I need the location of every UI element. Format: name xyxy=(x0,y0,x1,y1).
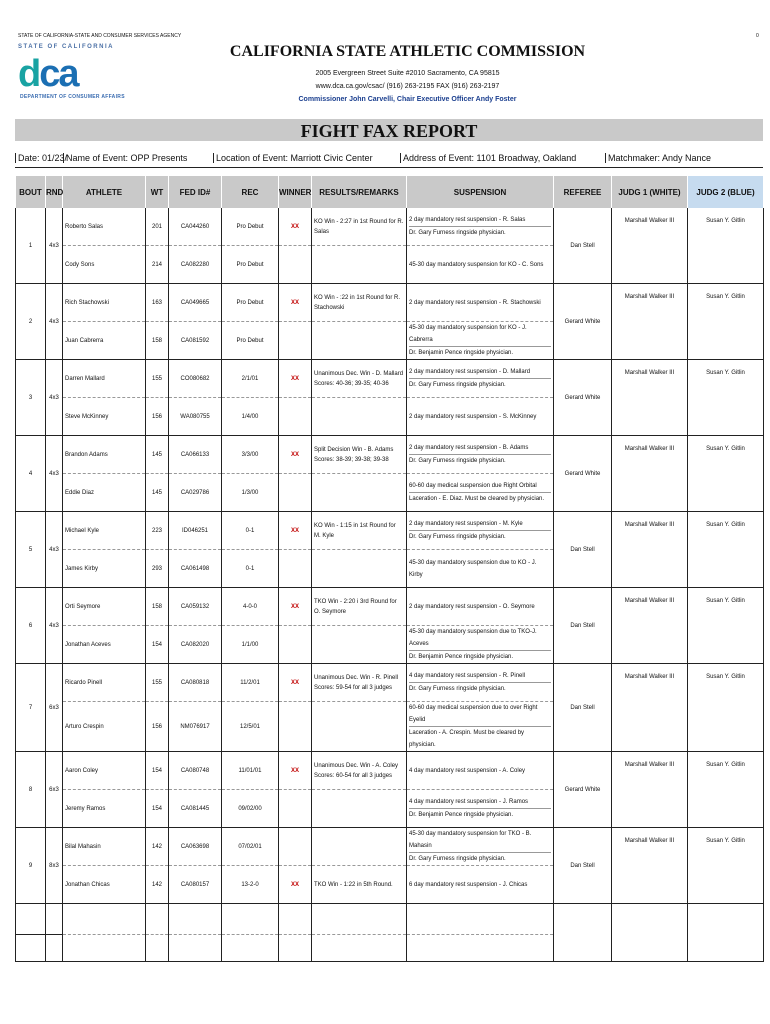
table-row xyxy=(16,208,764,246)
col-bout: BOUT xyxy=(16,176,46,208)
referee-name: Gerard White xyxy=(554,436,612,512)
referee-name: Gerard White xyxy=(554,360,612,436)
judge2-name: Susan Y. Gitlin xyxy=(688,360,764,436)
commission-title: CALIFORNIA STATE ATHLETIC COMMISSION xyxy=(229,43,586,60)
athlete-name: Steve McKinney xyxy=(63,398,146,436)
fed-id: CA063698 xyxy=(169,828,222,866)
suspension-line: 2 day mandatory rest suspension - D. Mallard xyxy=(409,366,551,379)
blank-row xyxy=(16,904,764,935)
table-row xyxy=(16,828,764,866)
col-judge1: JUDG 1 (WHITE) xyxy=(612,176,688,208)
table-row xyxy=(16,752,764,790)
logo-dca-ca: ca xyxy=(39,53,78,95)
suspension-cell xyxy=(407,436,554,474)
winner-mark: XX xyxy=(279,284,312,322)
referee-name: Dan Stell xyxy=(554,664,612,752)
col-results: RESULTS/REMARKS xyxy=(312,176,407,208)
rounds: 4x3 xyxy=(46,588,63,664)
fed-id: CA080818 xyxy=(169,664,222,702)
winner-mark: XX xyxy=(279,752,312,790)
suspension-cell xyxy=(407,208,554,246)
athlete-weight: 214 xyxy=(146,246,169,284)
result-remarks: KO Win - 1:15 in 1st Round for M. Kyle xyxy=(312,512,407,550)
record: 1/4/00 xyxy=(222,398,279,436)
suspension-line: 45-30 day mandatory suspension for KO - J. Cabrerra xyxy=(409,322,551,347)
athlete-weight: 154 xyxy=(146,626,169,664)
record: 11/01/01 xyxy=(222,752,279,790)
fed-id: NM076917 xyxy=(169,702,222,752)
winner-mark xyxy=(279,398,312,436)
address-block xyxy=(0,67,770,106)
record: 3/3/00 xyxy=(222,436,279,474)
record: 13-2-0 xyxy=(222,866,279,904)
referee-name: Dan Stell xyxy=(554,588,612,664)
athlete-name: Darren Mallard xyxy=(63,360,146,398)
winner-mark xyxy=(279,246,312,284)
athlete-name: Jonathan Chicas xyxy=(63,866,146,904)
athlete-name: Aaron Coley xyxy=(63,752,146,790)
suspension-cell xyxy=(407,322,554,360)
record: 1/1/00 xyxy=(222,626,279,664)
col-rec: REC xyxy=(222,176,279,208)
judge2-name: Susan Y. Gitlin xyxy=(688,208,764,284)
suspension-cell xyxy=(407,512,554,550)
winner-mark: XX xyxy=(279,208,312,246)
result-remarks xyxy=(312,626,407,664)
suspension-line: 2 day mandatory rest suspension - R. Salas xyxy=(409,214,551,227)
athlete-name: Michael Kyle xyxy=(63,512,146,550)
suspension-line: Dr. Benjamin Pence ringside physician. xyxy=(409,350,514,356)
suspension-cell xyxy=(407,474,554,512)
suspension-line: 2 day mandatory rest suspension - O. Seymore xyxy=(409,603,535,610)
record: 0-1 xyxy=(222,512,279,550)
referee-name: Dan Stell xyxy=(554,208,612,284)
rounds: 4x3 xyxy=(46,208,63,284)
result-remarks xyxy=(312,322,407,360)
suspension-line: 45-30 day mandatory suspension due to KO - J. Kirby xyxy=(409,559,537,578)
suspension-line: Dr. Gary Furness ringside physician. xyxy=(409,230,506,236)
judge2-name: Susan Y. Gitlin xyxy=(688,828,764,904)
suspension-cell xyxy=(407,790,554,828)
fed-id: CA082280 xyxy=(169,246,222,284)
judge1-name: Marshall Walker III xyxy=(612,828,688,904)
winner-mark xyxy=(279,828,312,866)
suspension-cell xyxy=(407,866,554,904)
logo-dca-d: d xyxy=(18,53,40,95)
suspension-cell xyxy=(407,588,554,626)
athlete-name: Ricardo Pinell xyxy=(63,664,146,702)
referee-name: Dan Stell xyxy=(554,512,612,588)
fed-id: CA059132 xyxy=(169,588,222,626)
col-wt: WT xyxy=(146,176,169,208)
bout-number: 3 xyxy=(16,360,46,436)
athlete-weight: 154 xyxy=(146,752,169,790)
fight-table xyxy=(15,176,764,962)
judge1-name: Marshall Walker III xyxy=(612,512,688,588)
bout-number: 6 xyxy=(16,588,46,664)
report-title: FIGHT FAX REPORT xyxy=(15,119,763,141)
athlete-weight: 155 xyxy=(146,360,169,398)
result-remarks: Unanimous Dec. Win - D. Mallard Scores: 40-36; 39-35; 40-36 xyxy=(312,360,407,398)
athlete-weight: 163 xyxy=(146,284,169,322)
event-location: Location of Event: Marriott Civic Center xyxy=(213,153,373,163)
bout-number: 4 xyxy=(16,436,46,512)
rounds: 6x3 xyxy=(46,664,63,752)
winner-mark xyxy=(279,702,312,752)
winner-mark: XX xyxy=(279,436,312,474)
athlete-name: Rich Stachowski xyxy=(63,284,146,322)
result-remarks: Unanimous Dec. Win - R. Pinell Scores: 59-54 for all 3 judges xyxy=(312,664,407,702)
rounds: 4x3 xyxy=(46,360,63,436)
suspension-line: Laceration - E. Diaz. Must be cleared by physician. xyxy=(409,496,545,502)
suspension-line: 45-30 day mandatory suspension for TKO - B. Mahasin xyxy=(409,828,551,853)
suspension-cell xyxy=(407,828,554,866)
result-remarks xyxy=(312,398,407,436)
winner-mark xyxy=(279,626,312,664)
suspension-cell xyxy=(407,550,554,588)
bout-number: 2 xyxy=(16,284,46,360)
rounds: 4x3 xyxy=(46,436,63,512)
table-row xyxy=(16,512,764,550)
suspension-cell xyxy=(407,284,554,322)
judge2-name: Susan Y. Gitlin xyxy=(688,752,764,828)
officers-line: Commissioner John Carvelli, Chair Executive Officer Andy Foster xyxy=(298,96,517,103)
bout-number: 7 xyxy=(16,664,46,752)
table-row xyxy=(16,664,764,702)
bout-number: 1 xyxy=(16,208,46,284)
athlete-name: Roberto Salas xyxy=(63,208,146,246)
table-row xyxy=(16,436,764,474)
judge1-name: Marshall Walker III xyxy=(612,208,688,284)
contact-line: www.dca.ca.gov/csac/ (916) 263-2195 FAX (916) 263-2197 xyxy=(315,83,500,90)
athlete-name: Brandon Adams xyxy=(63,436,146,474)
address-line: 2005 Evergreen Street Suite #2010 Sacramento, CA 95815 xyxy=(315,70,500,77)
logo-dept-text: DEPARTMENT OF CONSUMER AFFAIRS xyxy=(20,94,125,100)
event-date: Date: 01/23/ xyxy=(15,153,67,163)
page-number: 0 xyxy=(756,33,759,39)
winner-mark: XX xyxy=(279,588,312,626)
result-remarks: Split Decision Win - B. Adams Scores: 38-39; 39-38; 39-38 xyxy=(312,436,407,474)
judge1-name: Marshall Walker III xyxy=(612,664,688,752)
winner-mark xyxy=(279,322,312,360)
record: 09/02/00 xyxy=(222,790,279,828)
fed-id: CA080157 xyxy=(169,866,222,904)
result-remarks xyxy=(312,474,407,512)
result-remarks: TKO Win - 2:20 i 3rd Round for O. Seymore xyxy=(312,588,407,626)
result-remarks: KO Win - :22 in 1st Round for R. Stachowski xyxy=(312,284,407,322)
result-remarks: KO Win - 2:27 in 1st Round for R. Salas xyxy=(312,208,407,246)
athlete-weight: 154 xyxy=(146,790,169,828)
result-remarks xyxy=(312,702,407,752)
winner-mark xyxy=(279,474,312,512)
judge1-name: Marshall Walker III xyxy=(612,588,688,664)
winner-mark xyxy=(279,550,312,588)
suspension-line: 4 day mandatory rest suspension - R. Pinell xyxy=(409,670,551,683)
suspension-line: Dr. Gary Furness ringside physician. xyxy=(409,458,506,464)
athlete-name: Jeremy Ramos xyxy=(63,790,146,828)
suspension-line: 45-30 day mandatory suspension due to TKO-J. Aceves xyxy=(409,626,551,651)
record: Pro Debut xyxy=(222,246,279,284)
judge1-name: Marshall Walker III xyxy=(612,360,688,436)
record: 0-1 xyxy=(222,550,279,588)
athlete-weight: 145 xyxy=(146,474,169,512)
rounds: 8x3 xyxy=(46,828,63,904)
referee-name: Gerard White xyxy=(554,284,612,360)
agency-line: STATE OF CALIFORNIA-STATE AND CONSUMER SERVICES AGENCY xyxy=(18,33,182,39)
judge1-name: Marshall Walker III xyxy=(612,436,688,512)
suspension-line: 2 day mandatory rest suspension - B. Adams xyxy=(409,442,551,455)
rounds: 6x3 xyxy=(46,752,63,828)
athlete-weight: 156 xyxy=(146,702,169,752)
suspension-line: 2 day mandatory rest suspension - M. Kyle xyxy=(409,518,551,531)
event-matchmaker: Matchmaker: Andy Nance xyxy=(605,153,711,163)
athlete-weight: 158 xyxy=(146,588,169,626)
event-address: Address of Event: 1101 Broadway, Oakland xyxy=(400,153,576,163)
suspension-line: 2 day mandatory rest suspension - S. McKinney xyxy=(409,413,537,420)
record: Pro Debut xyxy=(222,284,279,322)
fed-id: CA029786 xyxy=(169,474,222,512)
judge1-name: Marshall Walker III xyxy=(612,284,688,360)
table-header xyxy=(16,176,764,208)
suspension-cell xyxy=(407,702,554,752)
athlete-weight: 158 xyxy=(146,322,169,360)
fed-id: CA066133 xyxy=(169,436,222,474)
suspension-line: 6 day mandatory rest suspension - J. Chicas xyxy=(409,881,528,888)
judge2-name: Susan Y. Gitlin xyxy=(688,512,764,588)
fed-id: CA080748 xyxy=(169,752,222,790)
suspension-line: Dr. Gary Furness ringside physician. xyxy=(409,686,506,692)
suspension-line: Dr. Benjamin Pence ringside physician. xyxy=(409,654,514,660)
result-remarks xyxy=(312,246,407,284)
winner-mark: XX xyxy=(279,360,312,398)
suspension-line: Dr. Gary Furness ringside physician. xyxy=(409,534,506,540)
athlete-weight: 201 xyxy=(146,208,169,246)
result-remarks xyxy=(312,550,407,588)
fed-id: CA081592 xyxy=(169,322,222,360)
judge2-name: Susan Y. Gitlin xyxy=(688,284,764,360)
athlete-weight: 156 xyxy=(146,398,169,436)
table-row xyxy=(16,360,764,398)
suspension-cell xyxy=(407,360,554,398)
bout-number: 5 xyxy=(16,512,46,588)
fed-id: CA044260 xyxy=(169,208,222,246)
athlete-name: Jonathan Aceves xyxy=(63,626,146,664)
suspension-line: Dr. Gary Furness ringside physician. xyxy=(409,382,506,388)
suspension-cell xyxy=(407,626,554,664)
athlete-name: Bilal Mahasin xyxy=(63,828,146,866)
winner-mark: XX xyxy=(279,866,312,904)
athlete-name: James Kirby xyxy=(63,550,146,588)
result-remarks xyxy=(312,828,407,866)
judge2-name: Susan Y. Gitlin xyxy=(688,436,764,512)
record: Pro Debut xyxy=(222,208,279,246)
suspension-line: Dr. Benjamin Pence ringside physician. xyxy=(409,812,514,818)
athlete-name: Eddie Diaz xyxy=(63,474,146,512)
table-row xyxy=(16,284,764,322)
bout-number: 8 xyxy=(16,752,46,828)
athlete-weight: 293 xyxy=(146,550,169,588)
record: 11/2/01 xyxy=(222,664,279,702)
suspension-line: 60-60 day medical suspension due to over Right Eyelid xyxy=(409,702,551,727)
fed-id: CA061498 xyxy=(169,550,222,588)
record: 07/02/01 xyxy=(222,828,279,866)
judge2-name: Susan Y. Gitlin xyxy=(688,588,764,664)
athlete-name: Juan Cabrerra xyxy=(63,322,146,360)
result-remarks: Unanimous Dec. Win - A. Coley Scores: 60-54 for all 3 judges xyxy=(312,752,407,790)
record: 1/3/00 xyxy=(222,474,279,512)
col-referee: REFEREE xyxy=(554,176,612,208)
blank-row xyxy=(16,935,764,962)
bout-number: 9 xyxy=(16,828,46,904)
info-divider xyxy=(15,167,763,168)
table-row xyxy=(16,588,764,626)
athlete-weight: 155 xyxy=(146,664,169,702)
col-winner: WINNER xyxy=(279,176,312,208)
record: 4-0-0 xyxy=(222,588,279,626)
event-name: Name of Event: OPP Presents xyxy=(63,153,187,163)
record: 2/1/01 xyxy=(222,360,279,398)
suspension-line: 2 day mandatory rest suspension - R. Stachowski xyxy=(409,299,541,306)
suspension-line: Dr. Gary Furness ringside physician. xyxy=(409,856,506,862)
athlete-weight: 142 xyxy=(146,866,169,904)
fed-id: WA080755 xyxy=(169,398,222,436)
fed-id: CA081445 xyxy=(169,790,222,828)
suspension-line: 60-60 day medical suspension due Right Orbital xyxy=(409,480,551,493)
athlete-weight: 145 xyxy=(146,436,169,474)
athlete-weight: 223 xyxy=(146,512,169,550)
winner-mark xyxy=(279,790,312,828)
referee-name: Dan Stell xyxy=(554,828,612,904)
col-athlete: ATHLETE xyxy=(63,176,146,208)
result-remarks xyxy=(312,790,407,828)
athlete-name: Arturo Crespin xyxy=(63,702,146,752)
suspension-cell xyxy=(407,398,554,436)
athlete-weight: 142 xyxy=(146,828,169,866)
result-remarks: TKO Win - 1:22 in 5th Round. xyxy=(312,866,407,904)
fed-id: ID046251 xyxy=(169,512,222,550)
athlete-name: Cody Sons xyxy=(63,246,146,284)
fed-id: CA082020 xyxy=(169,626,222,664)
suspension-cell xyxy=(407,752,554,790)
athlete-name: Orti Seymore xyxy=(63,588,146,626)
col-rnd: RND xyxy=(46,176,63,208)
rounds: 4x3 xyxy=(46,512,63,588)
suspension-line: 4 day mandatory rest suspension - J. Ramos xyxy=(409,796,551,809)
judge2-name: Susan Y. Gitlin xyxy=(688,664,764,752)
suspension-line: Laceration - A. Crespin. Must be cleared by physician. xyxy=(409,730,525,748)
fed-id: CO080682 xyxy=(169,360,222,398)
col-suspension: SUSPENSION xyxy=(407,176,554,208)
record: 12/5/01 xyxy=(222,702,279,752)
suspension-line: 45-30 day mandatory suspension for KO - C. Sons xyxy=(409,261,544,268)
referee-name: Gerard White xyxy=(554,752,612,828)
judge1-name: Marshall Walker III xyxy=(612,752,688,828)
winner-mark: XX xyxy=(279,512,312,550)
col-fed: FED ID# xyxy=(169,176,222,208)
rounds: 4x3 xyxy=(46,284,63,360)
record: Pro Debut xyxy=(222,322,279,360)
logo-state-text: STATE OF CALIFORNIA xyxy=(18,44,114,50)
suspension-line: 4 day mandatory rest suspension - A. Coley xyxy=(409,767,526,774)
suspension-cell xyxy=(407,246,554,284)
suspension-cell xyxy=(407,664,554,702)
winner-mark: XX xyxy=(279,664,312,702)
fed-id: CA049665 xyxy=(169,284,222,322)
col-judge2: JUDG 2 (BLUE) xyxy=(688,176,764,208)
